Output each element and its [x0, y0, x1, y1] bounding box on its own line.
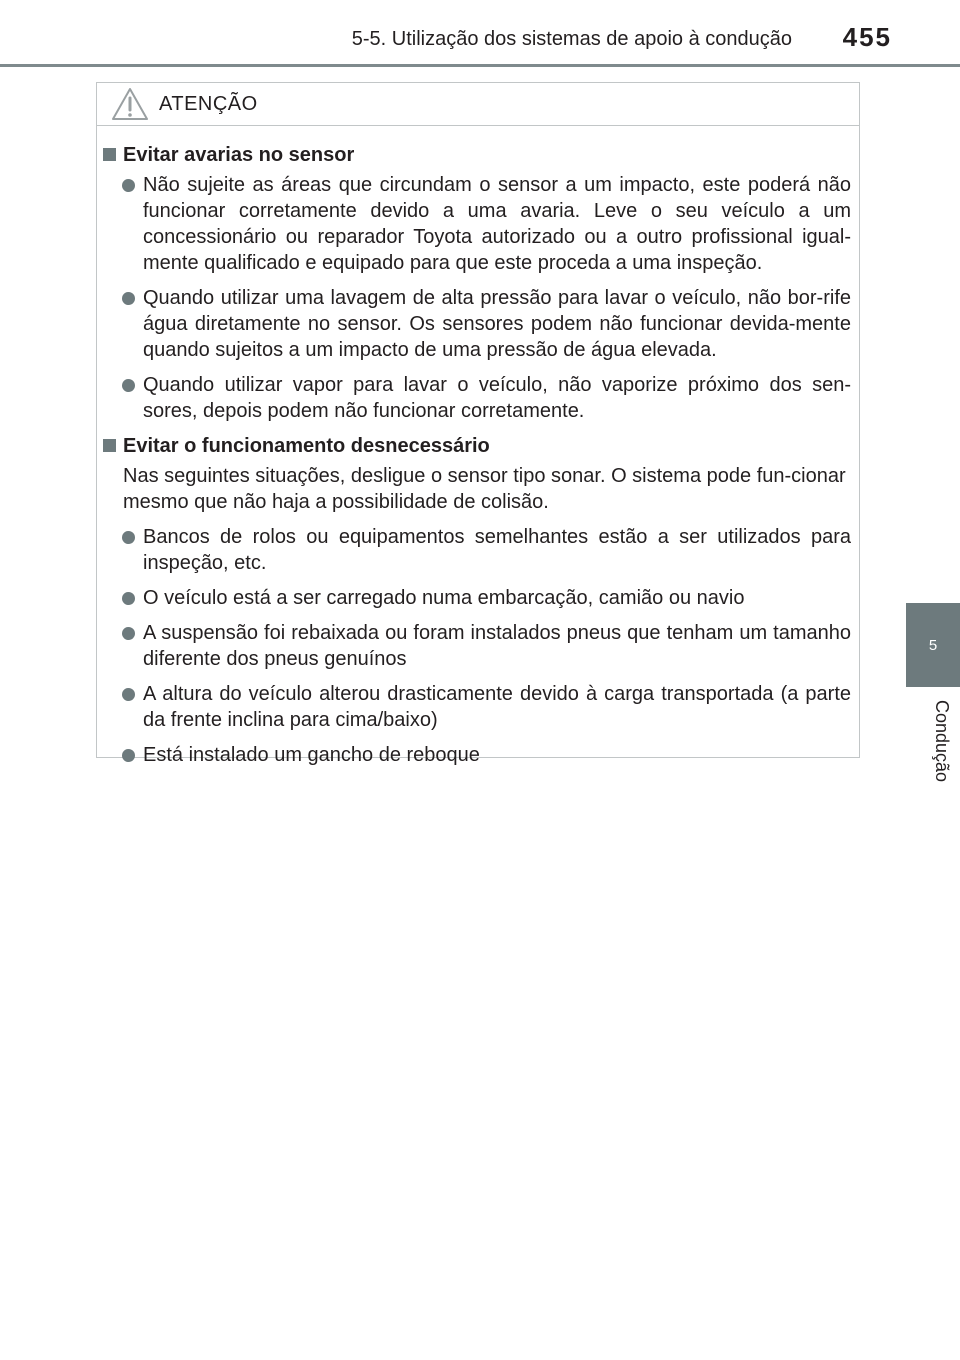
round-bullet-icon: [122, 379, 135, 392]
list-item: [97, 372, 851, 424]
round-bullet-icon: [122, 531, 135, 544]
square-bullet-icon: [103, 439, 116, 452]
list-item-text: O veículo está a ser carregado numa embarcação, camião ou navio: [143, 587, 745, 609]
warning-triangle-icon: [111, 87, 149, 121]
list-item-text: A suspensão foi rebaixada ou foram instalados pneus que tenham um tamanho diferente dos pneus genuínos: [143, 622, 851, 670]
round-bullet-icon: [122, 179, 135, 192]
list-item-text: Bancos de rolos ou equipamentos semelhantes estão a ser utilizados para inspeção, etc.: [143, 526, 851, 574]
page-number: 455: [842, 22, 892, 52]
warning-body: [97, 126, 859, 768]
list-item-text: Quando utilizar vapor para lavar o veículo, não vaporize próximo dos sen-sores, depois podem não funcionar corretamente.: [143, 374, 851, 422]
warning-box: [96, 82, 860, 766]
round-bullet-icon: [122, 688, 135, 701]
section-sensor-damage: [97, 142, 851, 424]
round-bullet-icon: [122, 292, 135, 305]
list-item: [97, 285, 851, 363]
list-item-text: Não sujeite as áreas que circundam o sensor a um impacto, este poderá não funcionar corretamente devido a uma avaria. Leve o seu veículo a um concessionário ou reparador Toyota autorizado ou a outro profissional igual-mente qualificado e equipado para que este proceda a uma inspeção.: [143, 174, 851, 274]
list-item: [97, 172, 851, 276]
list-item-text: A altura do veículo alterou drasticamente devido à carga transportada (a parte da frente inclina para cima/baixo): [143, 683, 851, 731]
section-heading-text: Evitar o funcionamento desnecessário: [123, 435, 490, 457]
round-bullet-icon: [122, 627, 135, 640]
round-bullet-icon: [122, 592, 135, 605]
chapter-label: Condução: [932, 700, 952, 783]
section-heading: [97, 433, 851, 459]
chapter-number: 5: [928, 636, 938, 654]
section-unnecessary-operation: [97, 433, 851, 768]
section-intro: Nas seguintes situações, desligue o sensor tipo sonar. O sistema pode fun-cionar mesmo que não haja a possibilidade de colisão.: [123, 465, 846, 513]
section-heading: [97, 142, 851, 168]
list-item-text: Quando utilizar uma lavagem de alta pressão para lavar o veículo, não bor-rife água diretamente no sensor. Os sensores podem não funcionar devida-mente quando sujeitos a um impacto de uma pressão de água elevada.: [143, 287, 851, 361]
section-heading-text: Evitar avarias no sensor: [123, 144, 355, 166]
round-bullet-icon: [122, 749, 135, 762]
list-item: [97, 742, 851, 768]
header-divider: [0, 64, 960, 67]
warning-header: [97, 83, 859, 126]
list-item: [97, 620, 851, 672]
warning-title: ATENÇÃO: [159, 93, 258, 115]
chapter-tab: [906, 603, 960, 687]
list-item: [97, 681, 851, 733]
list-item-text: Está instalado um gancho de reboque: [143, 744, 480, 766]
square-bullet-icon: [103, 148, 116, 161]
section-title: 5-5. Utilização dos sistemas de apoio à condução: [351, 28, 792, 50]
list-item: [97, 585, 851, 611]
list-item: [97, 524, 851, 576]
